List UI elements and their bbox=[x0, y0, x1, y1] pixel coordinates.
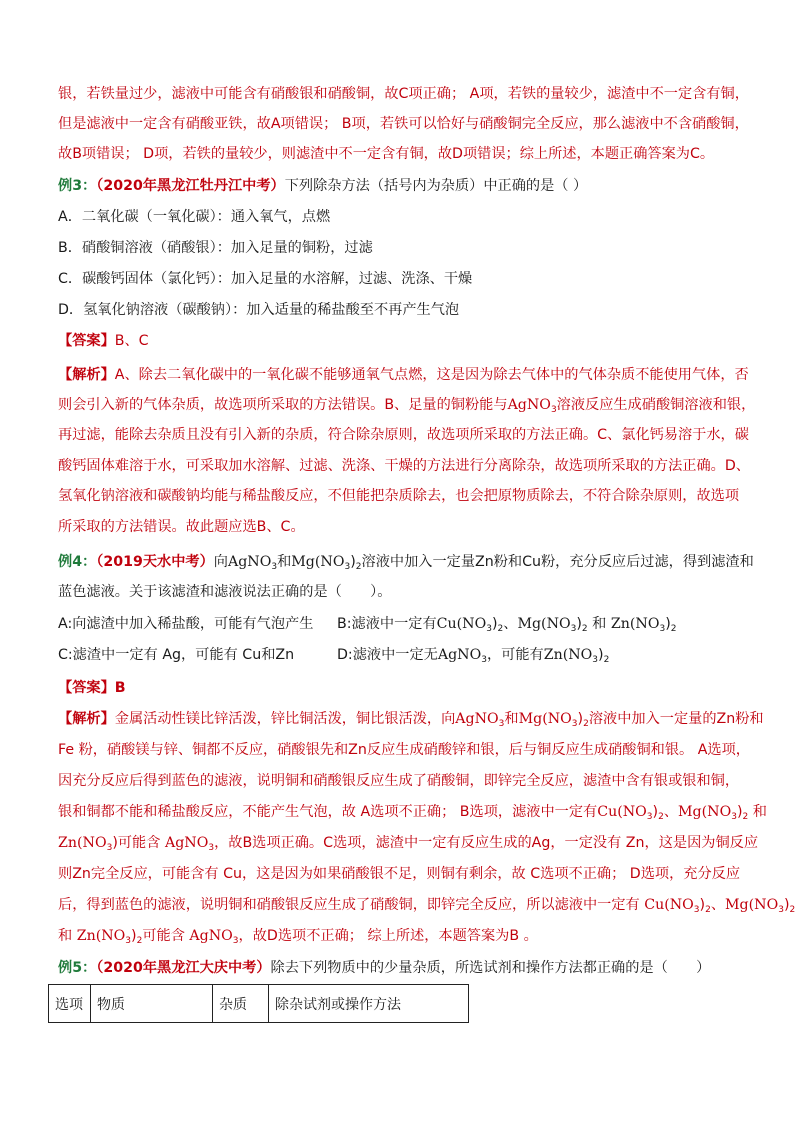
answer-tag: 【答案】 bbox=[58, 333, 115, 349]
paragraph-line: 但是滤液中一定含有硝酸亚铁，故A项错误； B项，若铁可以恰好与硝酸铜完全反应，那么滤液中不含硝酸铜， bbox=[58, 116, 749, 132]
answer-value: B、C bbox=[114, 333, 149, 349]
analysis-tag: 【解析】 bbox=[58, 367, 115, 383]
option-a: A:向滤渣中加入稀盐酸，可能有气泡产生 bbox=[58, 616, 314, 632]
analysis-line: 银和铜都不能和稀盐酸反应，不能产生气泡，故 A选项不正确； B选项，滤液中一定有$Cu(NO_3)_2$、$Mg(NO_3)_2$ 和 bbox=[58, 804, 767, 822]
analysis-line: Fe 粉，硝酸镁与锌、铜都不反应，硝酸银先和Zn反应生成硝酸锌和银，后与铜反应生成硝酸铜和银。 A选项， bbox=[58, 742, 750, 758]
analysis-line: 【解析】A、除去二氧化碳中的一氧化碳不能够通氧气点燃，这是因为除去气体中的气体杂质不能使用气体，否 bbox=[58, 367, 749, 383]
question-line: 蓝色滤液。关于该滤渣和滤液说法正确的是（ ）。 bbox=[58, 584, 392, 600]
answer-line bbox=[58, 678, 126, 698]
table-header-cell: 物质 bbox=[91, 985, 213, 1023]
paragraph-line: 银，若铁量过少，滤液中可能含有硝酸银和硝酸铜，故C项正确； A项，若铁的量较少，滤渣中不一定含有铜， bbox=[58, 86, 749, 102]
option-c: C．碳酸钙固体（氯化钙）：加入足量的水溶解，过滤、洗涤、干燥 bbox=[58, 271, 473, 287]
example-5-question bbox=[58, 958, 710, 978]
option-d: D．氢氧化钠溶液（碳酸钠）：加入适量的稀盐酸至不再产生气泡 bbox=[58, 302, 460, 318]
analysis-line: 因充分反应后得到蓝色的滤液，说明铜和硝酸银反应生成了硝酸铜，即锌完全反应，滤渣中含有银或银和铜， bbox=[58, 773, 740, 789]
question-text: 下列除杂方法（括号内为杂质）中正确的是（ ） bbox=[284, 178, 588, 194]
analysis-line: 【解析】金属活动性镁比锌活泼，锌比铜活泼，铜比银活泼，向AgNO$_3$和$Mg(NO_3)_2$溶液中加入一定量的Zn粉和 bbox=[58, 711, 764, 729]
question-text: 除去下列物质中的少量杂质，所选试剂和操作方法都正确的是（ ） bbox=[270, 960, 711, 976]
analysis-line: 则Zn完全反应，可能含有 Cu，这是因为如果硝酸银不足，则铜有剩余，故 C选项不正确； D选项，充分反应 bbox=[58, 866, 741, 882]
paragraph-line: 故B项错误； D项，若铁的量较少，则滤渣中不一定含有铜，故D项错误；综上所述，本题正确答案为C。 bbox=[58, 146, 715, 162]
example-source: （2019天水中考） bbox=[96, 554, 214, 570]
option-b: B．硝酸铜溶液（硝酸银）：加入足量的铜粉，过滤 bbox=[58, 240, 373, 256]
analysis-line: 酸钙固体难溶于水，可采取加水溶解、过滤、洗涤、干燥的方法进行分离除杂，故选项所采取的方法正确。D、 bbox=[58, 458, 750, 474]
answer-line bbox=[58, 331, 149, 351]
example-tag: 例3： bbox=[58, 178, 97, 194]
example-tag: 例4： bbox=[58, 554, 97, 570]
example-tag: 例5： bbox=[58, 960, 97, 976]
example-4-question: 例4：（2019天水中考）向AgNO$_3$和$Mg(NO_3)_2$溶液中加入一定量Zn粉和Cu粉，充分反应后过滤，得到滤渣和 bbox=[58, 554, 754, 572]
example-3-question bbox=[58, 176, 587, 196]
analysis-line: 则会引入新的气体杂质，故选项所采取的方法错误。B、足量的铜粉能与AgNO$_3$溶液反应生成硝酸铜溶液和银， bbox=[58, 397, 756, 415]
option-d: D:滤液中一定无AgNO$_3$，可能有$Zn(NO_3)_2$ bbox=[337, 647, 610, 665]
option-b: B:滤液中一定有$Cu(NO_3)_2$、$Mg(NO_3)_2$ 和 $Zn(NO_3)_2$ bbox=[337, 616, 677, 634]
analysis-line: 后，得到蓝色的滤液，说明铜和硝酸银反应生成了硝酸铜，即锌完全反应，所以滤液中一定有 $Cu(NO_3)_2$、$Mg(NO_3)_2$ bbox=[58, 897, 795, 915]
answer-tag: 【答案】 bbox=[58, 680, 115, 696]
analysis-line: 和 $Zn(NO_3)_2$可能含 AgNO$_3$，故D选项不正确； 综上所述，本题答案为B 。 bbox=[58, 928, 538, 946]
example-source: （2020年黑龙江牡丹江中考） bbox=[96, 178, 285, 194]
example-source: （2020年黑龙江大庆中考） bbox=[96, 960, 271, 976]
analysis-line: 再过滤，能除去杂质且没有引入新的杂质，符合除杂原则，故选项所采取的方法正确。C、氯化钙易溶于水，碳 bbox=[58, 427, 749, 443]
option-c: C:滤渣中一定有 Ag，可能有 Cu和Zn bbox=[58, 647, 295, 663]
analysis-line: $Zn(NO_3)$可能含 AgNO$_3$，故B选项正确。C选项，滤渣中一定有反应生成的Ag，一定没有 Zn，这是因为铜反应 bbox=[58, 835, 759, 853]
table-header-cell: 杂质 bbox=[213, 985, 269, 1023]
option-a: A．二氧化碳（一氧化碳）：通入氧气，点燃 bbox=[58, 209, 331, 225]
analysis-line: 所采取的方法错误。故此题应选B、C。 bbox=[58, 519, 305, 535]
analysis-tag: 【解析】 bbox=[58, 711, 115, 727]
table-header-cell: 除杂试剂或操作方法 bbox=[269, 985, 469, 1023]
table-header-row bbox=[49, 985, 469, 1023]
answer-value: B bbox=[114, 680, 126, 696]
analysis-line: 氢氧化钠溶液和碳酸钠均能与稀盐酸反应，不但能把杂质除去，也会把原物质除去，不符合除杂原则，故选项 bbox=[58, 488, 740, 504]
answer-table bbox=[48, 984, 469, 1023]
table-header-cell: 选项 bbox=[49, 985, 91, 1023]
